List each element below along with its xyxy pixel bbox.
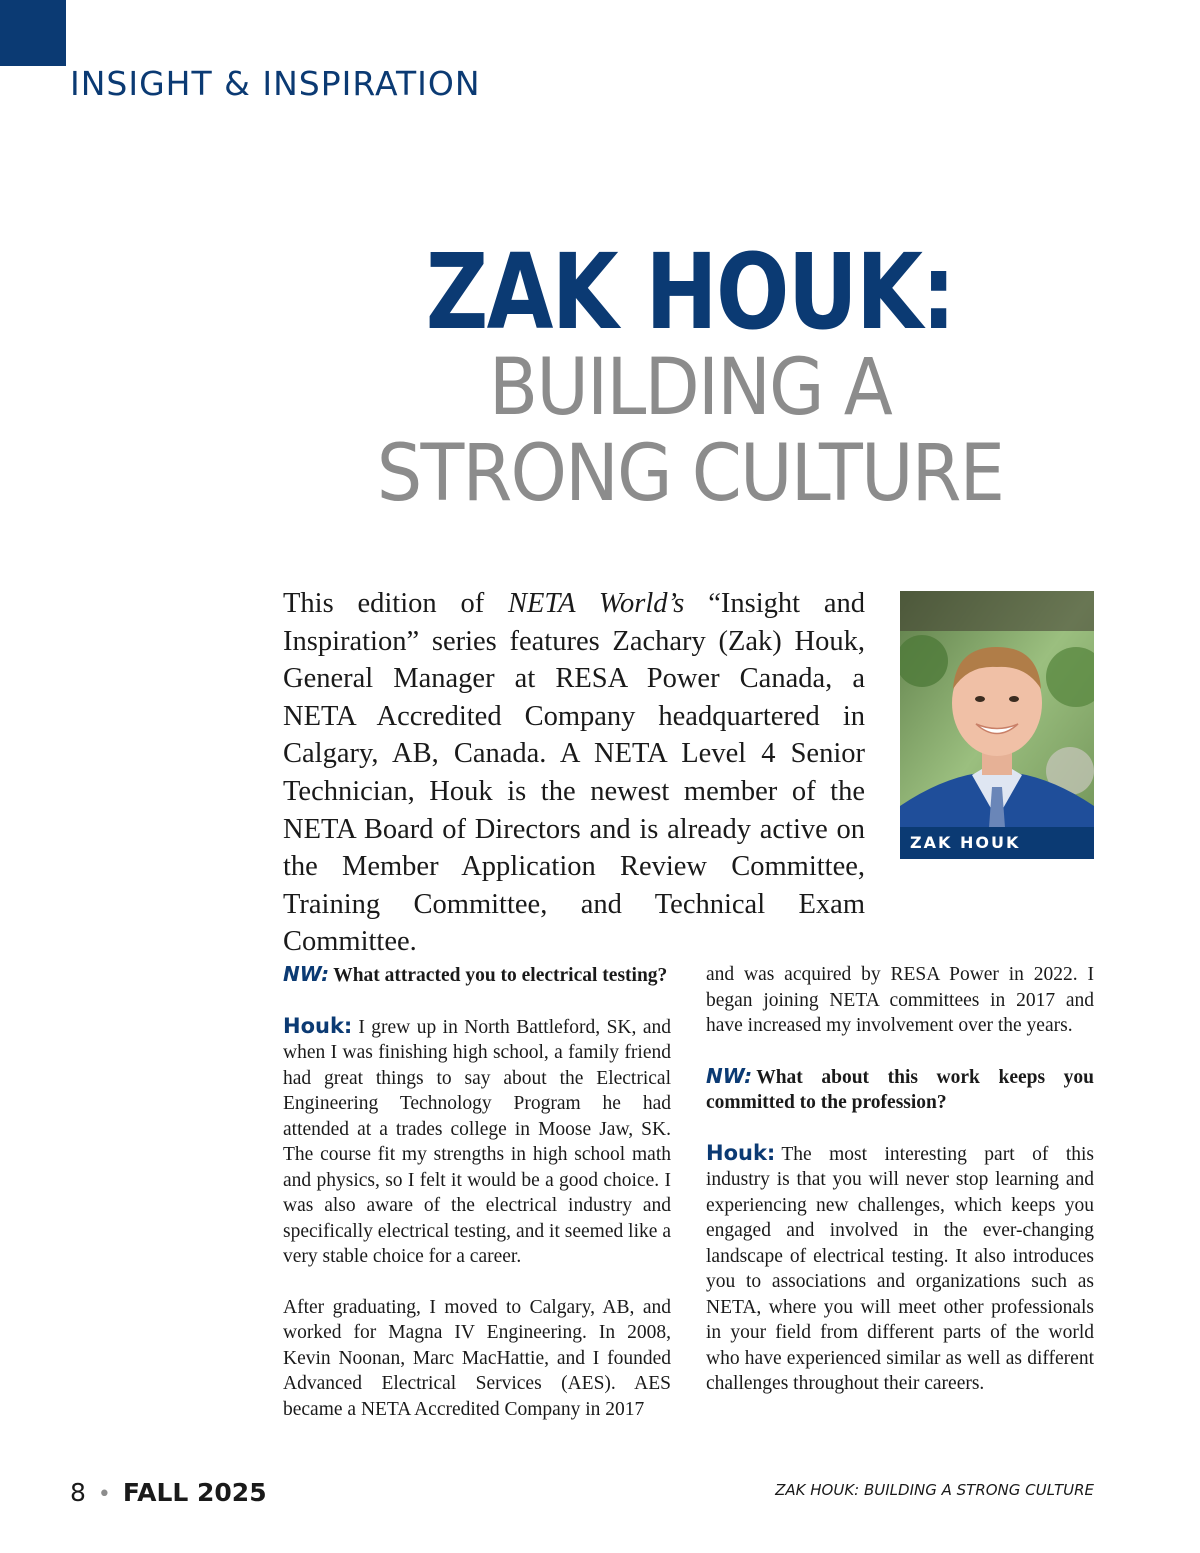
answer-1 — [283, 1014, 671, 1270]
corner-color-block — [0, 0, 66, 66]
nw-label: NW: — [706, 1063, 753, 1088]
question-2-text: What about this work keeps you committed to the profession? — [706, 1066, 1094, 1113]
houk-label: Houk: — [283, 1013, 353, 1038]
article-headline — [300, 231, 1080, 519]
headline-name: ZAK HOUK: — [425, 231, 955, 353]
intro-paragraph — [283, 585, 865, 961]
footer-issue — [70, 1478, 267, 1507]
answer-1-continuation: and was acquired by RESA Power in 2022. I began joining NETA committees in 2017 and have increased my involvement over the years. — [706, 964, 1094, 1036]
interview-column-right — [706, 962, 1094, 1422]
nw-label: NW: — [283, 962, 330, 986]
headline-subtitle-line-1: BUILDING A — [488, 343, 892, 433]
photo-caption: ZAK HOUK — [900, 827, 1094, 859]
intro-text-before: This edition of — [283, 588, 508, 619]
footer-separator: • — [97, 1482, 111, 1507]
portrait-illustration — [900, 591, 1094, 859]
publication-name: NETA World’s — [508, 588, 685, 619]
issue-label: FALL 2025 — [122, 1478, 267, 1507]
intro-text-after: “Insight and Inspiration” series features Zachary (Zak) Houk, General Manager at RESA Power Canada, a NETA Accredited Company headquartered in Calgary, AB, Canada. A NETA Level 4 Senior Technician, Houk is the newest member of the NETA Board of Directors and is already active on the Member Application Review Committee, Training Committee, and Technical Exam Committee. — [283, 588, 865, 958]
answer-1-text: I grew up in North Battleford, SK, and when I was finishing high school, a family friend had great things to say about the Electrical Engineering Technology Program he had attended at a trades college in Moose Jaw, SK. The course fit my strengths in high school math and physics, so I felt it would be a good choice. I was also aware of the electrical industry and specifically electrical testing, and it seemed like a very stable choice for a career. — [283, 1016, 671, 1267]
question-1 — [283, 962, 671, 989]
running-title: ZAK HOUK: BUILDING A STRONG CULTURE — [775, 1481, 1094, 1499]
interview-column-left — [283, 962, 671, 1422]
page-number: 8 — [70, 1478, 86, 1507]
portrait-photo — [900, 591, 1094, 859]
headline-subtitle-line-2: STRONG CULTURE — [376, 429, 1004, 519]
answer-1-paragraph-2: After graduating, I moved to Calgary, AB, and worked for Magna IV Engineering. In 2008, Kevin Noonan, Marc MacHattie, and I founded Advanced Electrical Services (AES). AES became a NETA Accredited Company in 2017 — [283, 1296, 671, 1420]
houk-label: Houk: — [706, 1140, 776, 1165]
section-label: INSIGHT & INSPIRATION — [70, 64, 481, 103]
answer-2 — [706, 1141, 1094, 1397]
question-1-text: What attracted you to electrical testing? — [333, 965, 668, 986]
answer-2-text: The most interesting part of this industry is that you will never stop learning and experiencing new challenges, which keeps you engaged and involved in the ever-changing landscape of electrical testing. It also introduces you to associations and organizations such as NETA, where you will meet other professionals in your field from different parts of the world who have experienced similar as well as different challenges throughout their careers. — [706, 1143, 1094, 1394]
question-2 — [706, 1064, 1094, 1116]
